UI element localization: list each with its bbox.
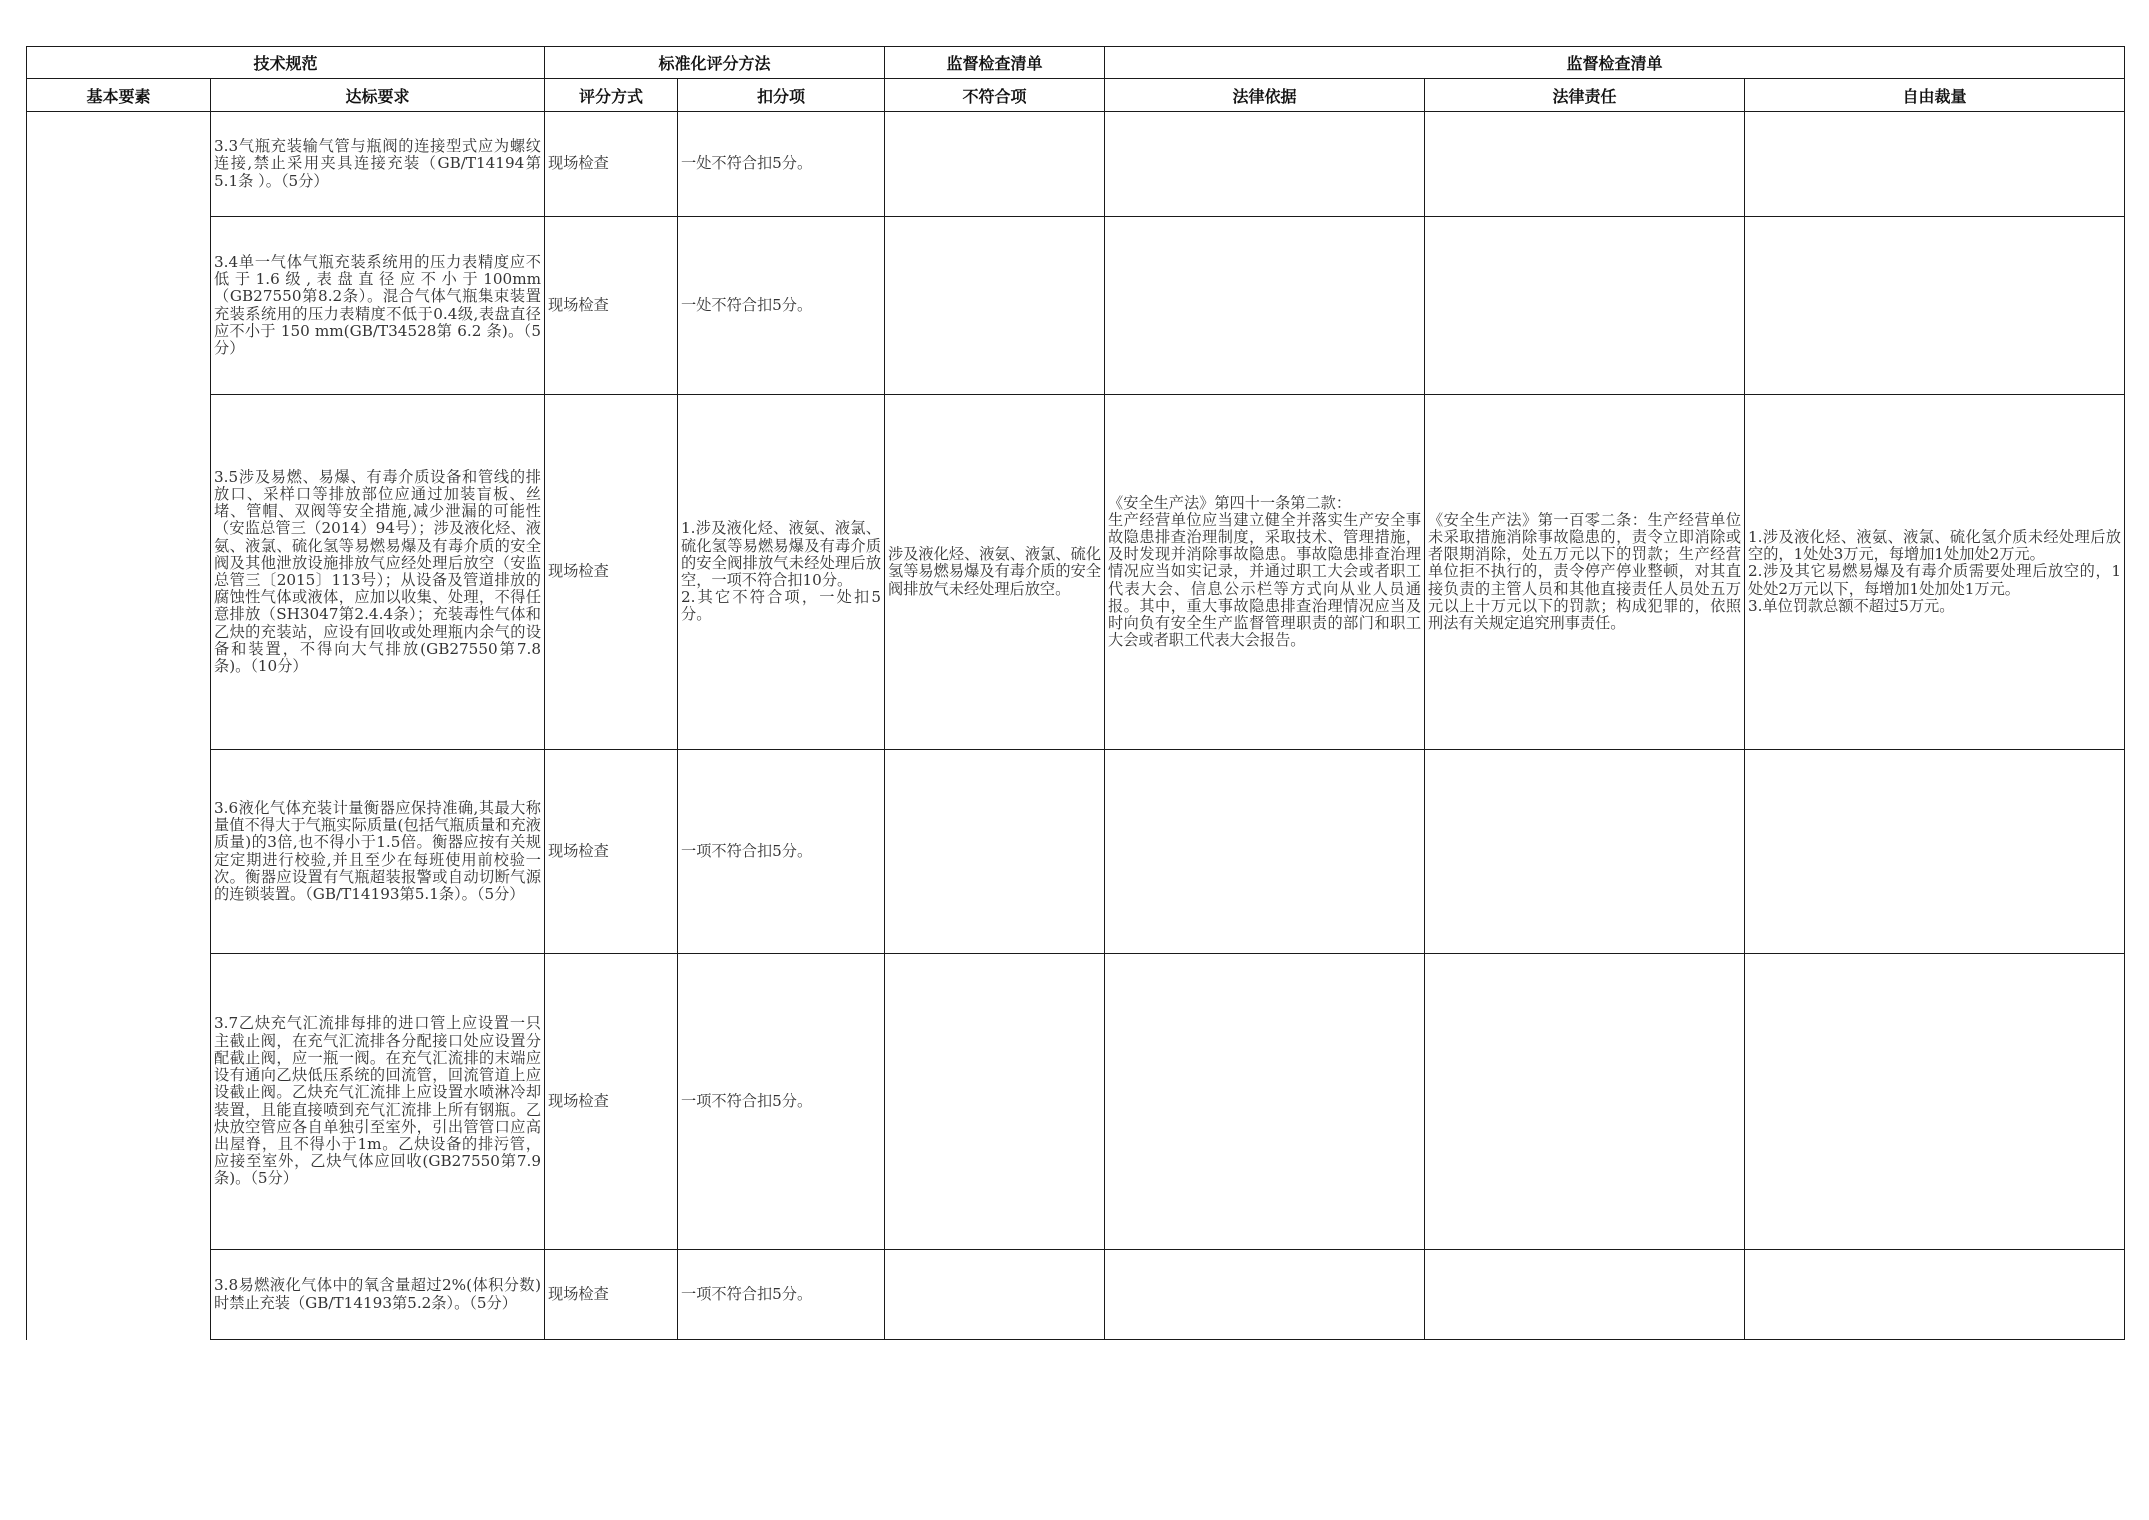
col-header-legal-liability: 法律责任 [1425,79,1745,112]
noncompliance-cell [885,217,1105,395]
discretion-cell: 1.涉及液化烃、液氨、液氯、硫化氢介质未经处理后放空的，1处处3万元，每增加1处加处2万元。 2.涉及其它易燃易爆及有毒介质需要处理后放空的，1处处2万元以下，每增加1处加处1万元。 3.单位罚款总额不超过5万元。 [1745,395,2125,750]
header-group-scoring-method: 标准化评分方法 [545,47,885,79]
col-header-legal-basis: 法律依据 [1105,79,1425,112]
deduction-cell: 一项不符合扣5分。 [678,1250,885,1340]
col-header-scoring-method: 评分方式 [545,79,678,112]
requirement-cell: 3.8易燃液化气体中的氧含量超过2%(体积分数)时禁止充装（GB/T14193第5.2条）。（5分） [211,1250,545,1340]
discretion-cell [1745,217,2125,395]
table-row [27,750,2125,954]
method-cell: 现场检查 [545,954,678,1250]
table-row [27,112,2125,217]
noncompliance-cell [885,750,1105,954]
requirement-cell: 3.4单一气体气瓶充装系统用的压力表精度应不低于1.6级,表盘直径应不小于100mm（GB27550第8.2条）。混合气体气瓶集束装置充装系统用的压力表精度不低于0.4级,表盘直径应不小于 150 mm(GB/T34528第 6.2 条)。（5分） [211,217,545,395]
col-header-requirement: 达标要求 [211,79,545,112]
deduction-cell: 一项不符合扣5分。 [678,750,885,954]
discretion-cell [1745,750,2125,954]
legal-liability-cell [1425,750,1745,954]
basic-element-cell [27,112,211,1340]
deduction-cell: 一项不符合扣5分。 [678,954,885,1250]
legal-basis-cell [1105,1250,1425,1340]
noncompliance-cell: 涉及液化烃、液氨、液氯、硫化氢等易燃易爆及有毒介质的安全阀排放气未经处理后放空。 [885,395,1105,750]
legal-liability-cell [1425,112,1745,217]
requirement-cell: 3.5涉及易燃、易爆、有毒介质设备和管线的排放口、采样口等排放部位应通过加装盲板、丝堵、管帽、双阀等安全措施,减少泄漏的可能性（安监总管三（2014）94号）；涉及液化烃、液氨、液氯、硫化氢等易燃易爆及有毒介质的安全阀及其他泄放设施排放气应经处理后放空（安监总管三〔2015〕113号）；从设备及管道排放的腐蚀性气体或液体，应加以收集、处理，不得任意排放（SH3047第2.4.4条）；充装毒性气体和乙炔的充装站，应设有回收或处理瓶内余气的设备和装置，不得向大气排放(GB27550第7.8条)。（10分） [211,395,545,750]
header-group-supervision-checklist: 监督检查清单 [885,47,1105,79]
deduction-cell: 1.涉及液化烃、液氨、液氯、硫化氢等易燃易爆及有毒介质的安全阀排放气未经处理后放空，一项不符合扣10分。 2.其它不符合项，一处扣5分。 [678,395,885,750]
col-header-basic-element: 基本要素 [27,79,211,112]
discretion-cell [1745,112,2125,217]
table-row [27,217,2125,395]
method-cell: 现场检查 [545,112,678,217]
method-cell: 现场检查 [545,395,678,750]
inspection-table [26,46,2125,1340]
requirement-cell: 3.3气瓶充装输气管与瓶阀的连接型式应为螺纹连接,禁止采用夹具连接充装（GB/T14194第5.1条 ）。（5分） [211,112,545,217]
requirement-cell: 3.6液化气体充装计量衡器应保持准确,其最大称量值不得大于气瓶实际质量(包括气瓶质量和充液质量)的3倍,也不得小于1.5倍。衡器应按有关规定定期进行校验,并且至少在每班使用前校验一次。衡器应设置有气瓶超装报警或自动切断气源的连锁装置。（GB/T14193第5.1条）。（5分） [211,750,545,954]
legal-basis-cell: 《安全生产法》第四十一条第二款： 生产经营单位应当建立健全并落实生产安全事故隐患排查治理制度，采取技术、管理措施，及时发现并消除事故隐患。事故隐患排查治理情况应当如实记录，并通过职工大会或者职工代表大会、信息公示栏等方式向从业人员通报。其中，重大事故隐患排查治理情况应当及时向负有安全生产监督管理职责的部门和职工大会或者职工代表大会报告。 [1105,395,1425,750]
table-row [27,1250,2125,1340]
deduction-cell: 一处不符合扣5分。 [678,112,885,217]
legal-liability-cell [1425,1250,1745,1340]
discretion-cell [1745,954,2125,1250]
method-cell: 现场检查 [545,217,678,395]
method-cell: 现场检查 [545,750,678,954]
legal-basis-cell [1105,750,1425,954]
deduction-cell: 一处不符合扣5分。 [678,217,885,395]
table-row [27,395,2125,750]
col-header-noncompliance: 不符合项 [885,79,1105,112]
noncompliance-cell [885,954,1105,1250]
legal-basis-cell [1105,217,1425,395]
legal-basis-cell [1105,112,1425,217]
header-group-supervision-checklist-2: 监督检查清单 [1105,47,2125,79]
legal-liability-cell [1425,954,1745,1250]
requirement-cell: 3.7乙炔充气汇流排每排的进口管上应设置一只主截止阀，在充气汇流排各分配接口处应设置分配截止阀，应一瓶一阀。在充气汇流排的末端应设有通向乙炔低压系统的回流管，回流管道上应设截止阀。乙炔充气汇流排上应设置水喷淋冷却装置，且能直接喷到充气汇流排上所有钢瓶。乙炔放空管应各自单独引至室外，引出管管口应高出屋脊，且不得小于1m。乙炔设备的排污管，应接至室外，乙炔气体应回收(GB27550第7.9条)。（5分） [211,954,545,1250]
legal-liability-cell: 《安全生产法》第一百零二条：生产经营单位未采取措施消除事故隐患的，责令立即消除或者限期消除，处五万元以下的罚款；生产经营单位拒不执行的，责令停产停业整顿，对其直接负责的主管人员和其他直接责任人员处五万元以上十万元以下的罚款；构成犯罪的，依照刑法有关规定追究刑事责任。 [1425,395,1745,750]
legal-basis-cell [1105,954,1425,1250]
noncompliance-cell [885,1250,1105,1340]
table-row [27,954,2125,1250]
method-cell: 现场检查 [545,1250,678,1340]
col-header-deduction: 扣分项 [678,79,885,112]
col-header-discretion: 自由裁量 [1745,79,2125,112]
noncompliance-cell [885,112,1105,217]
legal-liability-cell [1425,217,1745,395]
header-group-technical-spec: 技术规范 [27,47,545,79]
discretion-cell [1745,1250,2125,1340]
